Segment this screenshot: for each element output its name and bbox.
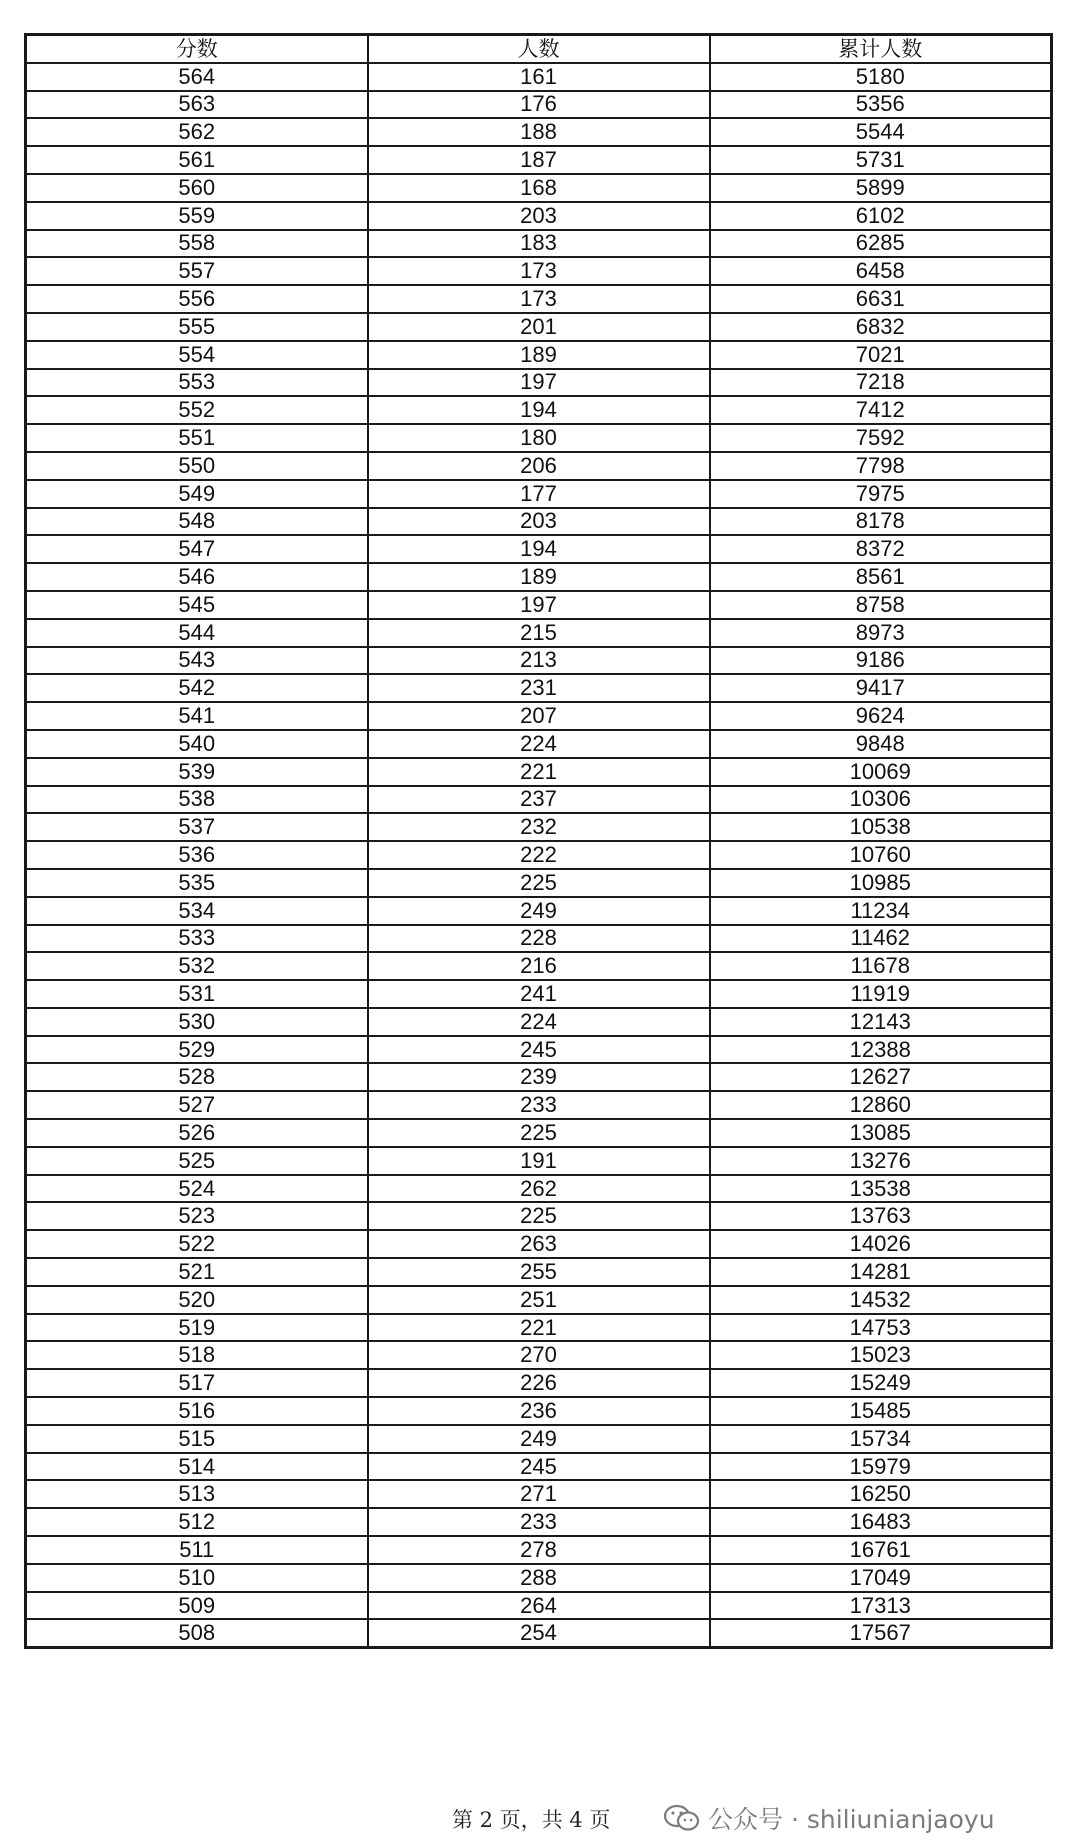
cell-cumulative: 10538	[710, 813, 1052, 841]
cell-cumulative: 17567	[710, 1619, 1052, 1647]
table-row	[26, 1425, 1052, 1453]
cell-count: 213	[368, 647, 710, 675]
cell-score: 521	[26, 1258, 368, 1286]
cell-score: 522	[26, 1230, 368, 1258]
cell-score: 557	[26, 257, 368, 285]
cell-cumulative: 10069	[710, 758, 1052, 786]
cell-score: 561	[26, 146, 368, 174]
cell-score: 540	[26, 730, 368, 758]
cell-count: 237	[368, 786, 710, 814]
header-cumulative: 累计人数	[710, 35, 1052, 63]
cell-count: 228	[368, 925, 710, 953]
cell-cumulative: 5731	[710, 146, 1052, 174]
cell-score: 509	[26, 1592, 368, 1620]
cell-cumulative: 5899	[710, 174, 1052, 202]
table-row	[26, 1286, 1052, 1314]
cell-count: 249	[368, 897, 710, 925]
cell-score: 534	[26, 897, 368, 925]
cell-cumulative: 17049	[710, 1564, 1052, 1592]
cell-count: 189	[368, 341, 710, 369]
cell-cumulative: 12143	[710, 1008, 1052, 1036]
score-table-container	[24, 33, 1053, 1649]
cell-count: 173	[368, 285, 710, 313]
cell-score: 528	[26, 1063, 368, 1091]
table-row	[26, 1369, 1052, 1397]
cell-score: 564	[26, 63, 368, 91]
cell-count: 215	[368, 619, 710, 647]
cell-cumulative: 10985	[710, 869, 1052, 897]
table-row	[26, 146, 1052, 174]
cell-count: 176	[368, 91, 710, 119]
cell-score: 543	[26, 647, 368, 675]
cell-score: 537	[26, 813, 368, 841]
watermark	[662, 1800, 995, 1836]
cell-cumulative: 16250	[710, 1480, 1052, 1508]
cell-score: 553	[26, 369, 368, 397]
cell-count: 245	[368, 1453, 710, 1481]
table-row	[26, 619, 1052, 647]
cell-cumulative: 7218	[710, 369, 1052, 397]
cell-score: 560	[26, 174, 368, 202]
cell-score: 538	[26, 786, 368, 814]
table-row	[26, 1258, 1052, 1286]
table-row	[26, 952, 1052, 980]
table-row	[26, 91, 1052, 119]
cell-score: 533	[26, 925, 368, 953]
cell-score: 524	[26, 1175, 368, 1203]
cell-score: 542	[26, 674, 368, 702]
cell-cumulative: 7021	[710, 341, 1052, 369]
cell-cumulative: 6102	[710, 202, 1052, 230]
cell-score: 555	[26, 313, 368, 341]
cell-cumulative: 14281	[710, 1258, 1052, 1286]
table-row	[26, 702, 1052, 730]
table-row	[26, 1536, 1052, 1564]
table-row	[26, 1341, 1052, 1369]
table-row	[26, 1063, 1052, 1091]
cell-cumulative: 15485	[710, 1397, 1052, 1425]
cell-count: 207	[368, 702, 710, 730]
table-row	[26, 174, 1052, 202]
cell-count: 264	[368, 1592, 710, 1620]
cell-count: 255	[368, 1258, 710, 1286]
cell-score: 510	[26, 1564, 368, 1592]
table-row	[26, 813, 1052, 841]
cell-cumulative: 6832	[710, 313, 1052, 341]
cell-score: 536	[26, 841, 368, 869]
cell-score: 556	[26, 285, 368, 313]
table-row	[26, 925, 1052, 953]
cell-count: 201	[368, 313, 710, 341]
cell-cumulative: 13085	[710, 1119, 1052, 1147]
table-row	[26, 1175, 1052, 1203]
cell-score: 541	[26, 702, 368, 730]
cell-score: 527	[26, 1091, 368, 1119]
cell-cumulative: 12627	[710, 1063, 1052, 1091]
cell-count: 197	[368, 369, 710, 397]
cell-score: 550	[26, 452, 368, 480]
table-row	[26, 591, 1052, 619]
cell-count: 249	[368, 1425, 710, 1453]
page-footer	[0, 1800, 1080, 1836]
cell-count: 191	[368, 1147, 710, 1175]
cell-cumulative: 16761	[710, 1536, 1052, 1564]
cell-cumulative: 16483	[710, 1508, 1052, 1536]
cell-count: 225	[368, 869, 710, 897]
cell-score: 544	[26, 619, 368, 647]
table-header-row	[26, 35, 1052, 63]
cell-cumulative: 13538	[710, 1175, 1052, 1203]
cell-score: 559	[26, 202, 368, 230]
cell-cumulative: 9624	[710, 702, 1052, 730]
table-row	[26, 369, 1052, 397]
table-body	[26, 63, 1052, 1648]
cell-count: 187	[368, 146, 710, 174]
cell-count: 263	[368, 1230, 710, 1258]
cell-score: 531	[26, 980, 368, 1008]
table-row	[26, 1147, 1052, 1175]
cell-cumulative: 11462	[710, 925, 1052, 953]
table-row	[26, 1619, 1052, 1647]
table-row	[26, 1008, 1052, 1036]
table-row	[26, 869, 1052, 897]
cell-count: 203	[368, 202, 710, 230]
cell-score: 535	[26, 869, 368, 897]
cell-score: 546	[26, 563, 368, 591]
table-row	[26, 118, 1052, 146]
cell-cumulative: 6285	[710, 230, 1052, 258]
cell-score: 551	[26, 424, 368, 452]
cell-count: 194	[368, 535, 710, 563]
cell-count: 161	[368, 63, 710, 91]
cell-score: 549	[26, 480, 368, 508]
cell-score: 552	[26, 396, 368, 424]
cell-score: 517	[26, 1369, 368, 1397]
cell-count: 239	[368, 1063, 710, 1091]
cell-count: 271	[368, 1480, 710, 1508]
cell-count: 221	[368, 1314, 710, 1342]
cell-count: 194	[368, 396, 710, 424]
cell-count: 173	[368, 257, 710, 285]
table-row	[26, 980, 1052, 1008]
table-row	[26, 1119, 1052, 1147]
cell-score: 514	[26, 1453, 368, 1481]
wechat-icon	[662, 1803, 702, 1833]
page-number: 第 2 页，共 4 页	[452, 1808, 611, 1832]
cell-count: 278	[368, 1536, 710, 1564]
table-row	[26, 786, 1052, 814]
cell-score: 515	[26, 1425, 368, 1453]
table-row	[26, 257, 1052, 285]
cell-count: 206	[368, 452, 710, 480]
cell-cumulative: 5356	[710, 91, 1052, 119]
table-row	[26, 1202, 1052, 1230]
table-row	[26, 1091, 1052, 1119]
cell-score: 530	[26, 1008, 368, 1036]
cell-score: 512	[26, 1508, 368, 1536]
cell-count: 254	[368, 1619, 710, 1647]
cell-score: 523	[26, 1202, 368, 1230]
cell-count: 183	[368, 230, 710, 258]
cell-score: 518	[26, 1341, 368, 1369]
table-row	[26, 535, 1052, 563]
table-row	[26, 1508, 1052, 1536]
cell-score: 562	[26, 118, 368, 146]
cell-cumulative: 7975	[710, 480, 1052, 508]
cell-cumulative: 5544	[710, 118, 1052, 146]
cell-count: 251	[368, 1286, 710, 1314]
cell-count: 203	[368, 508, 710, 536]
table-row	[26, 1314, 1052, 1342]
cell-count: 177	[368, 480, 710, 508]
cell-cumulative: 8372	[710, 535, 1052, 563]
cell-count: 216	[368, 952, 710, 980]
cell-cumulative: 8178	[710, 508, 1052, 536]
cell-count: 270	[368, 1341, 710, 1369]
cell-count: 226	[368, 1369, 710, 1397]
cell-score: 508	[26, 1619, 368, 1647]
cell-cumulative: 9417	[710, 674, 1052, 702]
table-row	[26, 1230, 1052, 1258]
cell-cumulative: 12388	[710, 1036, 1052, 1064]
score-distribution-table	[24, 33, 1053, 1649]
cell-score: 526	[26, 1119, 368, 1147]
table-row	[26, 730, 1052, 758]
cell-count: 224	[368, 1008, 710, 1036]
cell-count: 168	[368, 174, 710, 202]
cell-count: 189	[368, 563, 710, 591]
table-row	[26, 647, 1052, 675]
cell-count: 225	[368, 1119, 710, 1147]
cell-cumulative: 17313	[710, 1592, 1052, 1620]
table-row	[26, 285, 1052, 313]
watermark-text: 公众号 · shiliunianjaoyu	[708, 1805, 995, 1834]
table-row	[26, 1480, 1052, 1508]
cell-cumulative: 6631	[710, 285, 1052, 313]
cell-score: 547	[26, 535, 368, 563]
table-row	[26, 396, 1052, 424]
cell-cumulative: 7798	[710, 452, 1052, 480]
cell-score: 511	[26, 1536, 368, 1564]
table-row	[26, 452, 1052, 480]
table-row	[26, 313, 1052, 341]
cell-count: 180	[368, 424, 710, 452]
cell-count: 225	[368, 1202, 710, 1230]
cell-count: 197	[368, 591, 710, 619]
table-row	[26, 230, 1052, 258]
cell-cumulative: 15023	[710, 1341, 1052, 1369]
table-row	[26, 1592, 1052, 1620]
cell-score: 525	[26, 1147, 368, 1175]
table-row	[26, 341, 1052, 369]
cell-score: 529	[26, 1036, 368, 1064]
cell-score: 545	[26, 591, 368, 619]
cell-score: 532	[26, 952, 368, 980]
cell-count: 232	[368, 813, 710, 841]
cell-cumulative: 7412	[710, 396, 1052, 424]
cell-cumulative: 8561	[710, 563, 1052, 591]
cell-cumulative: 15249	[710, 1369, 1052, 1397]
cell-score: 516	[26, 1397, 368, 1425]
table-row	[26, 1397, 1052, 1425]
table-row	[26, 897, 1052, 925]
table-row	[26, 63, 1052, 91]
table-row	[26, 508, 1052, 536]
cell-score: 513	[26, 1480, 368, 1508]
cell-count: 233	[368, 1091, 710, 1119]
cell-cumulative: 11234	[710, 897, 1052, 925]
cell-cumulative: 14026	[710, 1230, 1052, 1258]
cell-cumulative: 10306	[710, 786, 1052, 814]
cell-count: 241	[368, 980, 710, 1008]
cell-cumulative: 13763	[710, 1202, 1052, 1230]
table-row	[26, 563, 1052, 591]
header-count: 人数	[368, 35, 710, 63]
cell-count: 245	[368, 1036, 710, 1064]
table-row	[26, 1564, 1052, 1592]
cell-cumulative: 15734	[710, 1425, 1052, 1453]
cell-cumulative: 15979	[710, 1453, 1052, 1481]
cell-cumulative: 14532	[710, 1286, 1052, 1314]
cell-cumulative: 12860	[710, 1091, 1052, 1119]
table-row	[26, 480, 1052, 508]
cell-cumulative: 13276	[710, 1147, 1052, 1175]
cell-cumulative: 11678	[710, 952, 1052, 980]
cell-cumulative: 9186	[710, 647, 1052, 675]
cell-count: 236	[368, 1397, 710, 1425]
cell-cumulative: 5180	[710, 63, 1052, 91]
table-row	[26, 1036, 1052, 1064]
cell-cumulative: 6458	[710, 257, 1052, 285]
table-row	[26, 674, 1052, 702]
cell-cumulative: 10760	[710, 841, 1052, 869]
cell-count: 224	[368, 730, 710, 758]
cell-count: 231	[368, 674, 710, 702]
cell-count: 222	[368, 841, 710, 869]
table-row	[26, 758, 1052, 786]
cell-score: 554	[26, 341, 368, 369]
cell-cumulative: 9848	[710, 730, 1052, 758]
cell-cumulative: 14753	[710, 1314, 1052, 1342]
cell-count: 288	[368, 1564, 710, 1592]
cell-score: 563	[26, 91, 368, 119]
cell-score: 520	[26, 1286, 368, 1314]
cell-score: 558	[26, 230, 368, 258]
cell-count: 262	[368, 1175, 710, 1203]
cell-score: 539	[26, 758, 368, 786]
cell-cumulative: 11919	[710, 980, 1052, 1008]
cell-count: 233	[368, 1508, 710, 1536]
cell-cumulative: 8758	[710, 591, 1052, 619]
table-row	[26, 841, 1052, 869]
cell-score: 548	[26, 508, 368, 536]
table-row	[26, 424, 1052, 452]
header-score: 分数	[26, 35, 368, 63]
cell-score: 519	[26, 1314, 368, 1342]
cell-cumulative: 7592	[710, 424, 1052, 452]
table-row	[26, 1453, 1052, 1481]
cell-count: 221	[368, 758, 710, 786]
cell-count: 188	[368, 118, 710, 146]
cell-cumulative: 8973	[710, 619, 1052, 647]
table-row	[26, 202, 1052, 230]
